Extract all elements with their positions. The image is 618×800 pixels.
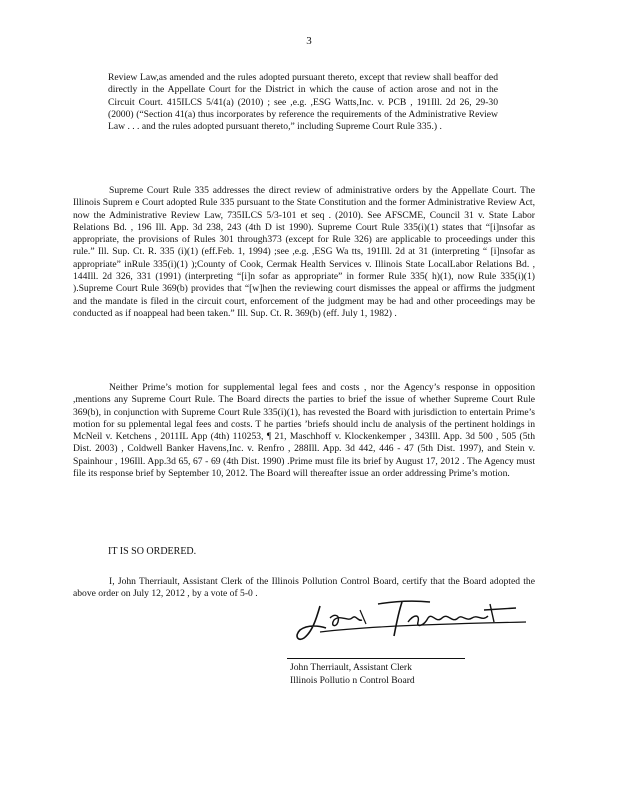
so-ordered-line: IT IS SO ORDERED. bbox=[108, 546, 197, 557]
signatory-block bbox=[290, 661, 415, 687]
handwritten-signature bbox=[290, 596, 530, 648]
page-number: 3 bbox=[306, 35, 312, 47]
signature-line bbox=[287, 658, 465, 659]
quote-block: Review Law,as amended and the rules adopted pursuant thereto, except that review shall beaffor ded directly in the Appellate Court for the District in which the cause of action arose and not in the Circuit Court. 415ILCS 5/41(a) (2010) ; see ,e.g. ,ESG Watts,Inc. v. PCB , 191Ill. 2d 26, 29-30 (2000) (“Section 41(a) thus incorporates by reference the requirements of the Administrative Review Law . . . and the rules adopted pursuant thereto,” including Supreme Court Rule 335.) . bbox=[108, 72, 498, 133]
certification-paragraph: I, John Therriault, Assistant Clerk of the Illinois Pollution Control Board, certify that the Board adopted the above order on July 12, 2012 , by a vote of 5-0 . bbox=[73, 576, 535, 600]
paragraph-rule-335: Supreme Court Rule 335 addresses the direct review of administrative orders by the Appellate Court. The Illinois Suprem e Court adopted Rule 335 pursuant to the State Constitution and the former Administrative Review Act, now the Administrative Review Law, 735ILCS 5/3-101 et seq . (2010). See AFSCME, Council 31 v. State Labor Relations Bd. , 196 Ill. App. 3d 238, 243 (4th D ist 1990). Supreme Court Rule 335(i)(1) states that “[i]nsofar as appropriate, the provisions of Rules 301 through373 (except for Rule 326) are applicable to proceedings under this rule.” Ill. Sup. Ct. R. 335 (i)(1) (eff.Feb. 1, 1994) ;see ,e.g. ,ESG Wa tts, 191Ill. 2d at 31 (interpreting “ [i]nsofar as appropriate” inRule 335(i)(1) );County of Cook, Cermak Health Services v. Illinois State LocalLabor Relations Bd. , 144Ill. 2d 326, 331 (1991) (interpreting “[i]n sofar as appropriate” in former Rule 335( h)(1), now Rule 335(i)(1) ).Supreme Court Rule 369(b) provides that “[w]hen the reviewing court dismisses the appeal or affirms the judgment and the mandate is filed in the circuit court, enforcement of the judgment may be had and other proceedings may be conducted as if noappeal had been taken.” Ill. Sup. Ct. R. 369(b) (eff. July 1, 1982) . bbox=[73, 185, 535, 319]
signatory-organization: Illinois Pollutio n Control Board bbox=[290, 675, 415, 686]
signatory-name-title: John Therriault, Assistant Clerk bbox=[290, 662, 412, 673]
paragraph-briefing-order: Neither Prime’s motion for supplemental legal fees and costs , nor the Agency’s response in opposition ,mentions any Supreme Court Rule. The Board directs the parties to brief the issue of whether Supreme Court Rule 369(b), in conjunction with Supreme Court Rule 335(i)(1), has revested the Board with jurisdiction to entertain Prime’s motion for su pplemental legal fees and costs. T he parties ’briefs should inclu de analysis of the pertinent holdings in McNeil v. Ketchens , 2011IL App (4th) 110253, ¶ 21, Maschhoff v. Klockenkemper , 343Ill. App. 3d 500 , 505 (5th Dist. 2003) , Coldwell Banker Havens,Inc. v. Renfro , 288Ill. App. 3d 442, 446 - 47 (5th Dist. 1997), and Stein v. Spainhour , 196Ill. App.3d 65, 67 - 69 (4th Dist. 1990) .Prime must file its brief by August 17, 2012 . The Agency must file its response brief by September 10, 2012. The Board will thereafter issue an order addressing Prime’s motion. bbox=[73, 382, 535, 480]
